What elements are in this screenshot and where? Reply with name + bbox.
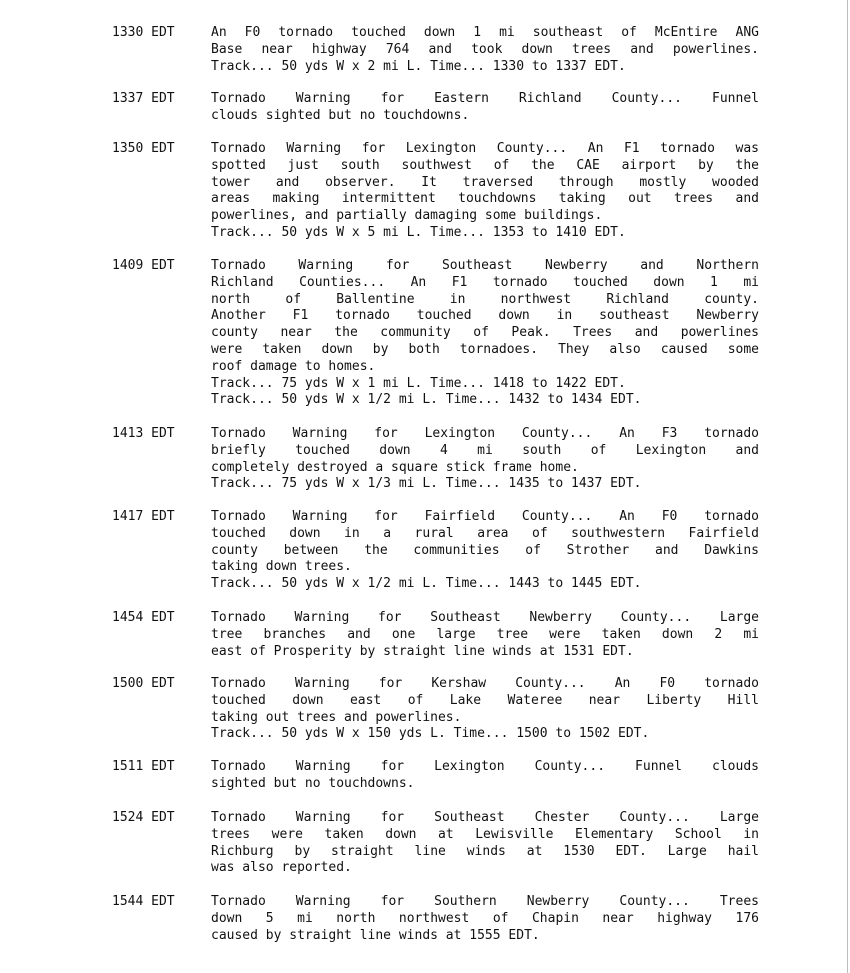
entry-line: Track... 75 yds W x 1 mi L. Time... 1418 to 1422 EDT. <box>211 375 626 391</box>
entry-line: Tornado Warning for Lexington County... Funnel clouds <box>211 759 759 774</box>
entry-line: Tornado Warning for Southeast Newberry and Northern <box>211 258 759 273</box>
entry-text <box>211 258 759 409</box>
entry-line: Track... 50 yds W x 5 mi L. Time... 1353 to 1410 EDT. <box>211 224 626 240</box>
entry-text <box>211 610 759 660</box>
entry-line: Tornado Warning for Lexington County... An F3 tornado <box>211 426 759 441</box>
entry-time: 1409 EDT <box>112 258 175 273</box>
entry-line: Richland Counties... An F1 tornado touched down 1 mi <box>211 274 759 290</box>
entry-line: Richburg by straight line winds at 1530 EDT. Large hail <box>211 843 759 859</box>
entry-line: down 5 mi north northwest of Chapin near highway 176 <box>211 910 759 926</box>
entry-time: 1417 EDT <box>112 509 175 524</box>
entry-line: powerlines, and partially damaging some buildings. <box>211 208 603 224</box>
entry-time: 1544 EDT <box>112 894 175 909</box>
entry-text <box>211 141 759 242</box>
entry-line: sighted but no touchdowns. <box>211 775 415 791</box>
entry-line: clouds sighted but no touchdowns. <box>211 107 470 123</box>
entry-line: completely destroyed a square stick frame home. <box>211 459 579 475</box>
entry-line: touched down east of Lake Wateree near Liberty Hill <box>211 692 759 708</box>
entry-line: trees were taken down at Lewisville Elementary School in <box>211 826 759 842</box>
entry-text <box>211 894 759 944</box>
entry-line: Tornado Warning for Lexington County... An F1 tornado was <box>211 141 759 156</box>
entry-line: Tornado Warning for Southeast Newberry County... Large <box>211 610 759 625</box>
entry-line: east of Prosperity by straight line winds at 1531 EDT. <box>211 643 634 659</box>
entry-text <box>211 810 759 877</box>
entry-text <box>211 91 759 125</box>
entry-time: 1330 EDT <box>112 25 175 40</box>
entry-text <box>211 509 759 593</box>
entry-line: north of Ballentine in northwest Richland county. <box>211 291 759 307</box>
entry-line: county between the communities of Strother and Dawkins <box>211 542 759 558</box>
entry-line: Track... 50 yds W x 1/2 mi L. Time... 1443 to 1445 EDT. <box>211 576 642 592</box>
entry-text <box>211 759 759 793</box>
entry-line: touched down in a rural area of southwestern Fairfield <box>211 525 759 541</box>
entry-time: 1500 EDT <box>112 676 175 691</box>
entry-time: 1511 EDT <box>112 759 175 774</box>
entry-line: caused by straight line winds at 1555 EDT. <box>211 927 540 943</box>
entry-line: Tornado Warning for Fairfield County... An F0 tornado <box>211 509 759 524</box>
entry-line: roof damage to homes. <box>211 358 376 374</box>
entry-line: Another F1 tornado touched down in southeast Newberry <box>211 308 759 324</box>
entry-line: county near the community of Peak. Trees and powerlines <box>211 325 759 341</box>
entry-text <box>211 426 759 493</box>
entry-line: Track... 50 yds W x 2 mi L. Time... 1330 to 1337 EDT. <box>211 58 626 74</box>
entry-time: 1413 EDT <box>112 426 175 441</box>
entry-time: 1524 EDT <box>112 810 175 825</box>
entry-line: taking down trees. <box>211 559 352 575</box>
entry-time: 1350 EDT <box>112 141 175 156</box>
entry-line: tower and observer. It traversed through mostly wooded <box>211 174 759 190</box>
entry-line: tree branches and one large tree were taken down 2 mi <box>211 626 759 642</box>
entry-line: Tornado Warning for Southeast Chester County... Large <box>211 810 759 825</box>
entry-time: 1337 EDT <box>112 91 175 106</box>
entry-line: spotted just south southwest of the CAE airport by the <box>211 157 759 173</box>
entry-line: taking out trees and powerlines. <box>211 709 462 725</box>
entry-text <box>211 676 759 743</box>
entry-line: areas making intermittent touchdowns taking out trees and <box>211 191 759 207</box>
entry-line: Track... 75 yds W x 1/3 mi L. Time... 1435 to 1437 EDT. <box>211 476 642 492</box>
entry-line: Tornado Warning for Eastern Richland County... Funnel <box>211 91 759 106</box>
entry-line: briefly touched down 4 mi south of Lexington and <box>211 442 759 458</box>
entry-line: Tornado Warning for Southern Newberry County... Trees <box>211 894 759 909</box>
entry-line: An F0 tornado touched down 1 mi southeast of McEntire ANG <box>211 25 759 40</box>
entry-time: 1454 EDT <box>112 610 175 625</box>
entry-line: Track... 50 yds W x 150 yds L. Time... 1500 to 1502 EDT. <box>211 726 650 742</box>
entry-text <box>211 25 759 75</box>
entry-line: was also reported. <box>211 860 352 876</box>
entry-line: were taken down by both tornadoes. They also caused some <box>211 341 759 357</box>
entry-line: Base near highway 764 and took down trees and powerlines. <box>211 41 759 57</box>
entry-line: Tornado Warning for Kershaw County... An F0 tornado <box>211 676 759 691</box>
entry-line: Track... 50 yds W x 1/2 mi L. Time... 1432 to 1434 EDT. <box>211 392 642 408</box>
